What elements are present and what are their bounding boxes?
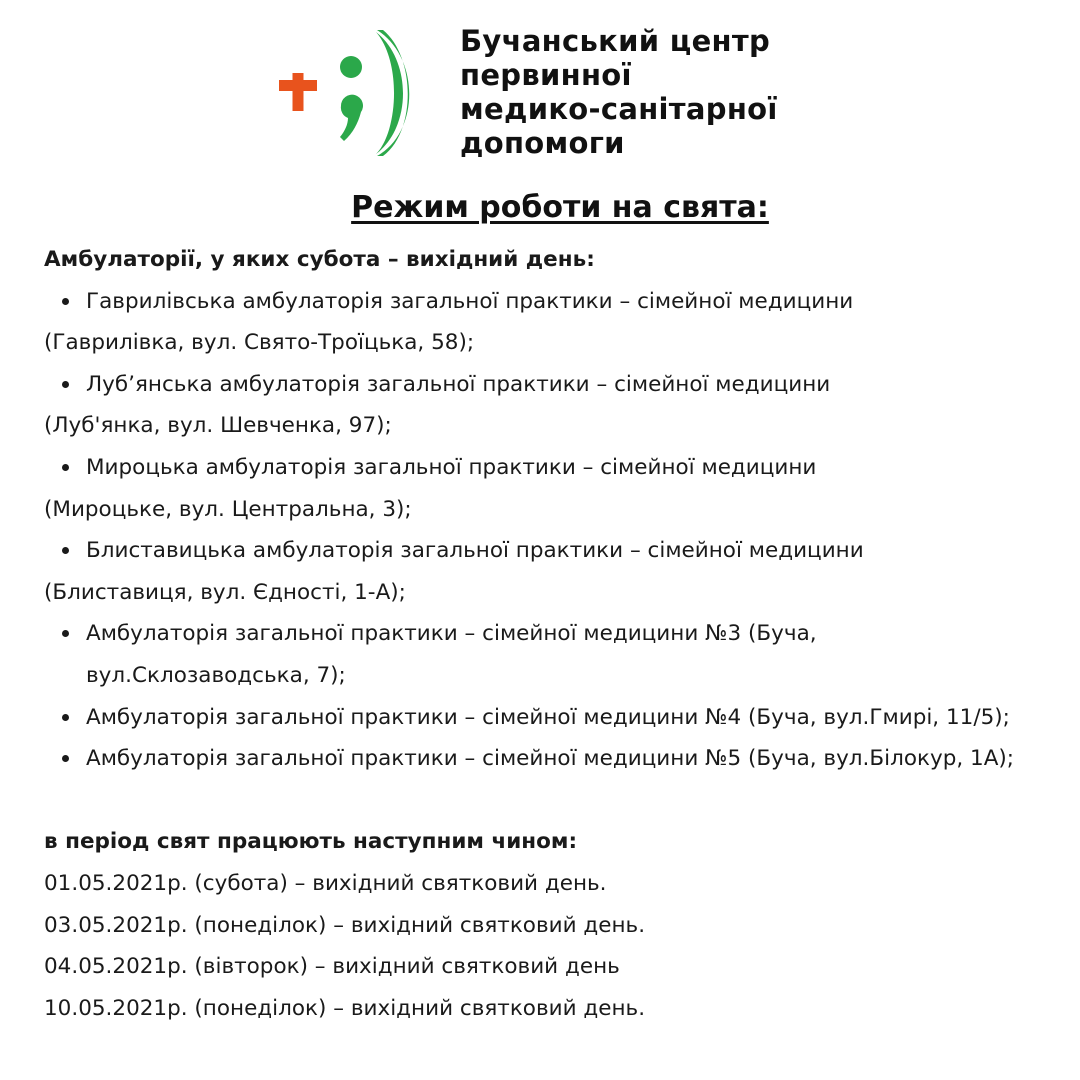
schedule-line: 03.05.2021р. (понеділок) – вихідний святковий день. [44, 912, 646, 938]
list-item: Амбулаторія загальної практики – сімейної медицини №5 (Буча, вул.Білокур, 1А); [44, 738, 1074, 780]
org-name-line: допомоги [460, 126, 625, 160]
schedule-line: 04.05.2021р. (вівторок) – вихідний святковий день [44, 954, 620, 980]
semicolon-dot-icon [340, 56, 362, 78]
spacer [44, 780, 1074, 822]
org-name-line: первинної [460, 58, 632, 92]
list-item: Гаврилівська амбулаторія загальної практики – сімейної медицини [44, 281, 1074, 323]
list-item: Мироцька амбулаторія загальної практики – сімейної медицини [44, 447, 1074, 489]
list-item: Луб’янська амбулаторія загальної практики – сімейної медицини [44, 364, 1074, 406]
list-item-address: (Блиставиця, вул. Єдності, 1-А); [44, 579, 406, 605]
organization-name [460, 24, 860, 160]
list-item-address: (Мироцьке, вул. Центральна, 3); [44, 496, 412, 522]
list-item-continuation: вул.Склозаводська, 7); [86, 662, 346, 688]
logo-icon [270, 22, 420, 162]
list-item: Блиставицька амбулаторія загальної практики – сімейної медицини [44, 530, 1074, 572]
list-item-address: (Луб'янка, вул. Шевченка, 97); [44, 413, 392, 439]
page-title: Режим роботи на свята: [351, 190, 769, 225]
list-item: Амбулаторія загальної практики – сімейної медицини №4 (Буча, вул.Гмирі, 11/5); [44, 697, 1074, 739]
plus-cross-icon-vertical [293, 73, 304, 111]
section-heading: Амбулаторії, у яких субота – вихідний день: [44, 247, 595, 272]
semicolon-comma-icon [340, 95, 363, 141]
list-item-address: (Гаврилівка, вул. Свято-Троїцька, 58); [44, 330, 475, 356]
schedule-line: 01.05.2021р. (субота) – вихідний святковий день. [44, 870, 607, 896]
document-body [44, 239, 1074, 1029]
smile-paren-icon [377, 30, 409, 156]
schedule-line: 10.05.2021р. (понеділок) – вихідний святковий день. [44, 995, 646, 1021]
section-heading: в період свят працюють наступним чином: [44, 829, 578, 855]
org-name-line: Бучанський центр [460, 24, 771, 58]
org-name-line: медико-санітарної [460, 92, 778, 126]
list-item: Амбулаторія загальної практики – сімейної медицини №3 (Буча, [44, 613, 1074, 655]
